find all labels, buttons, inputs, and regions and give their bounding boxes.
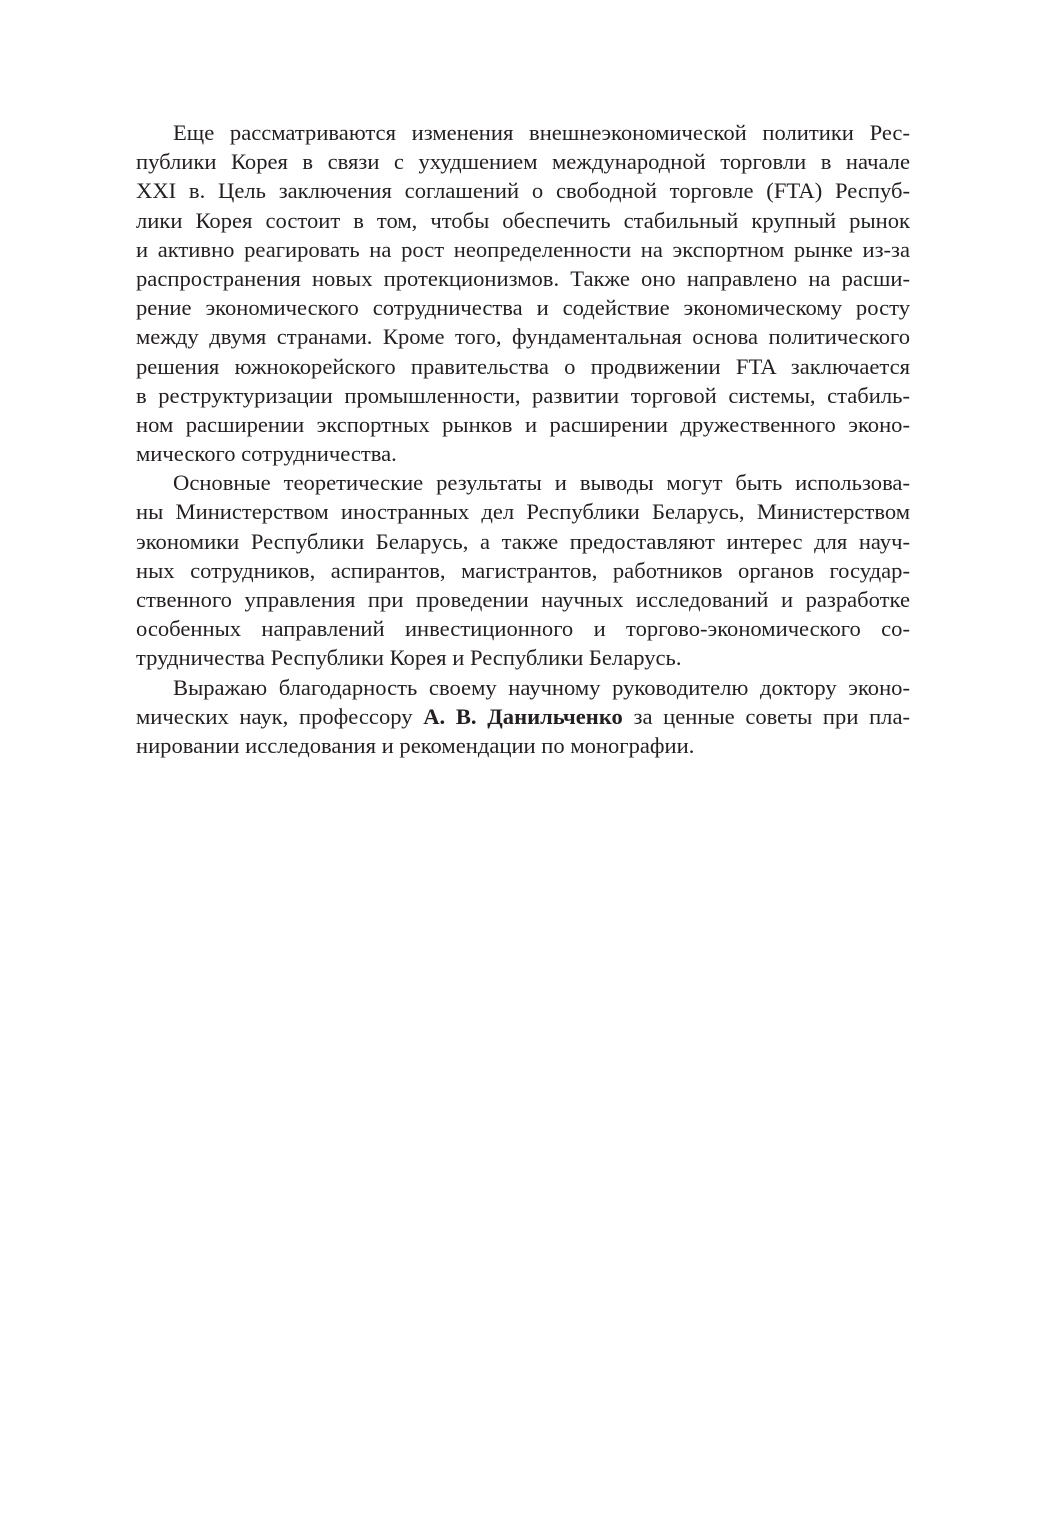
text-line: ственного управления при проведении научных исследований и разработке: [136, 587, 910, 612]
paragraph-acknowledgement: [136, 673, 910, 761]
text-line: распространения новых протекционизмов. Также оно направлено на расши-: [136, 265, 910, 291]
text-line: трудничества Республики Корея и Республики Беларусь.: [136, 645, 682, 671]
text-line: Еще рассматриваются изменения внешнеэкономической политики Рес-: [173, 120, 910, 145]
text-line: Основные теоретические результаты и выводы могут быть использова-: [173, 470, 910, 496]
text-line: публики Корея в связи с ухудшением международной торговли в начале: [136, 149, 910, 175]
text-line: экономики Республики Беларусь, а также предоставляют интерес для науч-: [136, 528, 910, 554]
text-line: XXI в. Цель заключения соглашений о свободной торговле (FTA) Респуб-: [136, 178, 910, 204]
supervisor-name: А. В. Данильченко: [423, 703, 623, 729]
text-line: Выражаю благодарность своему научному руководителю доктору эконо-: [173, 674, 910, 700]
text-run: за ценные советы при пла-: [622, 703, 911, 729]
body-text: [136, 118, 910, 760]
paragraph-results-usage: [136, 468, 910, 672]
text-line: решения южнокорейского правительства о продвижении FTA заключается: [136, 353, 910, 379]
text-line: ном расширении экспортных рынков и расширении дружественного эконо-: [136, 411, 910, 437]
text-line: особенных направлений инвестиционного и торгово-экономического со-: [136, 616, 910, 642]
text-line: ных сотрудников, аспирантов, магистрантов, работников органов государ-: [136, 557, 910, 583]
paragraph-foreign-policy: [136, 118, 910, 468]
text-line: мического сотрудничества.: [136, 441, 397, 467]
text-line: нировании исследования и рекомендации по монографии.: [136, 732, 695, 758]
text-line: между двумя странами. Кроме того, фундаментальная основа политического: [136, 324, 910, 350]
text-run: мических наук, профессору: [136, 703, 424, 729]
text-line: рение экономического сотрудничества и содействие экономическому росту: [136, 295, 910, 321]
text-line: [136, 702, 910, 731]
text-line: в реструктуризации промышленности, развитии торговой системы, стабиль-: [136, 382, 910, 408]
text-line: и активно реагировать на рост неопределенности на экспортном рынке из-за: [136, 236, 910, 262]
text-line: ны Министерством иностранных дел Республики Беларусь, Министерством: [136, 499, 910, 525]
text-line: лики Корея состоит в том, чтобы обеспечить стабильный крупный рынок: [136, 207, 910, 233]
